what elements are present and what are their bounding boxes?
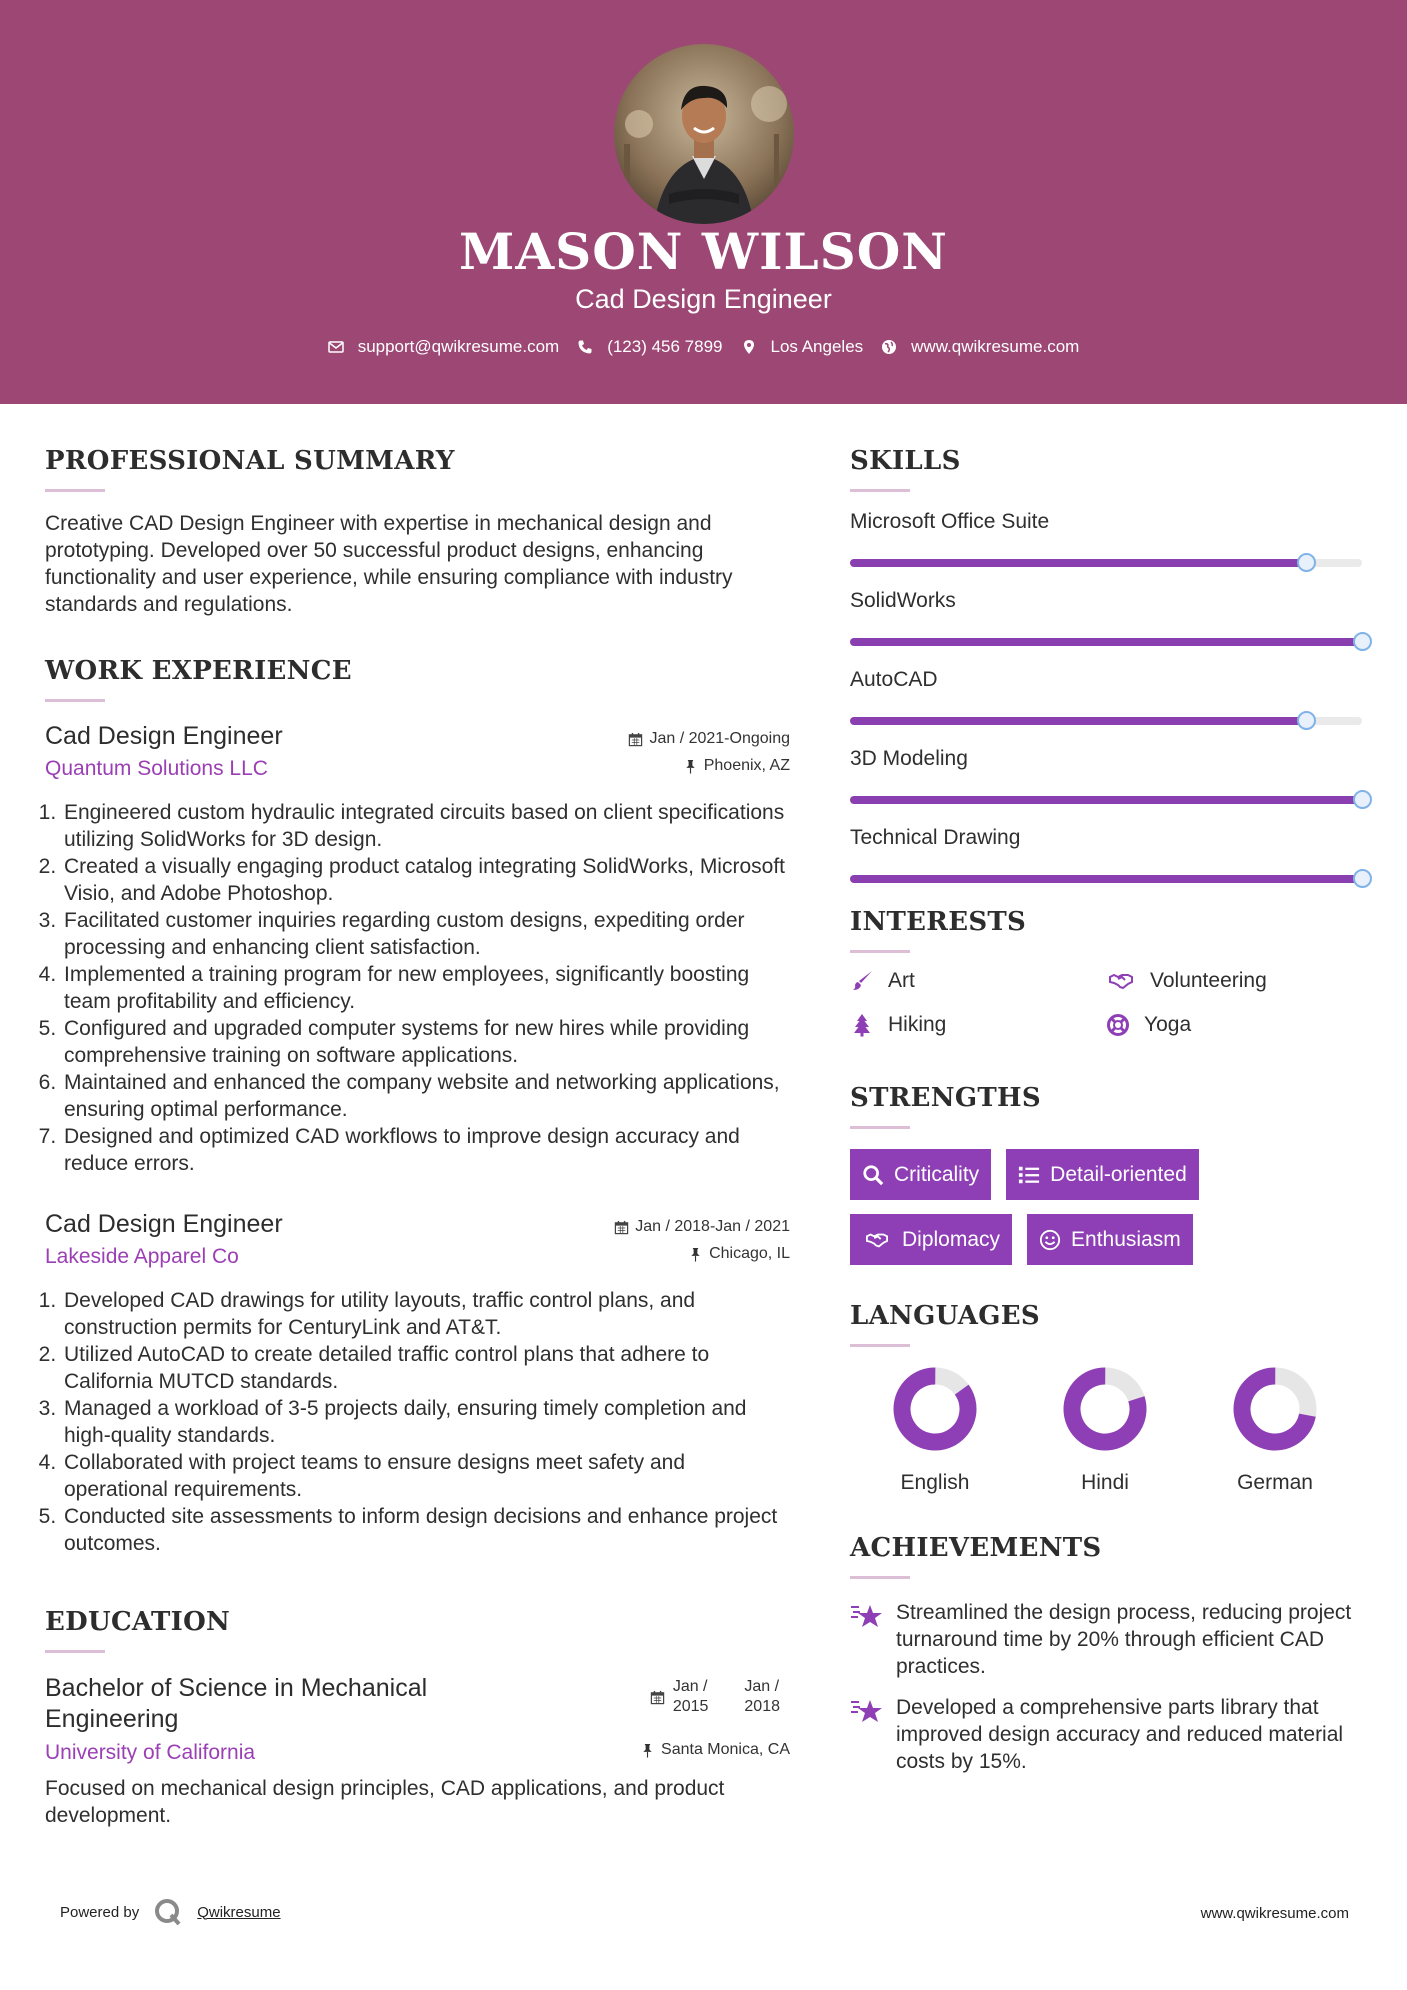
list-item: 2. Utilized AutoCAD to create detailed traffic control plans that adhere to California MUTCD standards. (62, 1341, 790, 1395)
profile-photo (614, 44, 794, 224)
skill-bar (850, 717, 1362, 725)
shooting-star-icon (850, 1696, 884, 1726)
section-title-strengths: STRENGTHS (850, 1083, 1041, 1113)
globe-icon (881, 339, 897, 355)
strength-tag (1027, 1214, 1193, 1265)
skill-bar-knob (1353, 869, 1372, 888)
languages-list (850, 1367, 1365, 1495)
list-icon (1018, 1164, 1040, 1186)
contact-phone[interactable] (577, 337, 722, 357)
interest-item (850, 969, 1106, 993)
strength-tag (1006, 1149, 1199, 1200)
calendar-icon (628, 732, 643, 747)
date-separator (744, 1677, 780, 1717)
skills-list (850, 510, 1365, 883)
lifering-icon (1106, 1013, 1130, 1037)
achievement-item (850, 1694, 1365, 1775)
left-column (45, 446, 790, 1829)
website-text: www.qwikresume.com (911, 337, 1080, 356)
skill-bar (850, 875, 1362, 883)
list-item: 4. Implemented a training program for new employees, significantly boosting team profitability and efficiency. (62, 961, 790, 1015)
envelope-icon (328, 339, 344, 355)
map-pin-icon (741, 339, 757, 355)
section-divider (850, 1576, 910, 1579)
pushpin-icon (683, 759, 698, 774)
job-location (683, 757, 790, 775)
job-duties (45, 1287, 790, 1557)
interest-item (1106, 1013, 1362, 1037)
job-duties (45, 799, 790, 1177)
skill-bar-knob (1297, 711, 1316, 730)
contact-bar (0, 337, 1407, 357)
calendar-icon (614, 1220, 629, 1235)
brand-link[interactable]: Qwikresume (197, 1903, 281, 1921)
list-item: 1. Developed CAD drawings for utility layouts, traffic control plans, and construction permits for CenturyLink and AT&T. (62, 1287, 790, 1341)
strengths-list (850, 1149, 1350, 1265)
section-divider (850, 1126, 910, 1129)
skill-item (850, 510, 1365, 567)
candidate-name: MASON WILSON (459, 222, 948, 281)
company-name: Quantum Solutions LLC (45, 757, 268, 780)
powered-by-label: Powered by (60, 1903, 140, 1921)
degree-line: Engineering (45, 1705, 179, 1733)
tree-icon (850, 1013, 874, 1037)
job-entry (45, 722, 790, 1177)
skill-bar (850, 559, 1362, 567)
skill-bar-fill (850, 717, 1306, 725)
candidate-role: Cad Design Engineer (575, 284, 832, 314)
paintbrush-icon (850, 969, 874, 993)
section-title-skills: SKILLS (850, 446, 961, 476)
section-title-interests: INTERESTS (850, 907, 1027, 937)
language-donut (893, 1367, 977, 1451)
contact-location (741, 337, 864, 357)
degree-line: Bachelor of Science in Mechanical (45, 1674, 428, 1702)
section-divider (850, 1344, 910, 1347)
achievement-text: Streamlined the design process, reducing project turnaround time by 20% through efficient CAD practices. (896, 1601, 1352, 1678)
skill-item (850, 747, 1365, 804)
shooting-star-icon (850, 1601, 884, 1631)
interest-item (1106, 969, 1362, 993)
skill-bar-fill (850, 559, 1306, 567)
language-name: German (1237, 1471, 1313, 1494)
list-item: 2. Created a visually engaging product catalog integrating SolidWorks, Microsoft Visio, and Adobe Photoshop. (62, 853, 790, 907)
calendar-icon (650, 1690, 665, 1705)
contact-email[interactable] (328, 337, 560, 357)
section-title-achievements: ACHIEVEMENTS (850, 1533, 1102, 1563)
company-name: Lakeside Apparel Co (45, 1245, 239, 1268)
job-location-text: Phoenix, AZ (703, 757, 790, 774)
pushpin-icon (688, 1247, 703, 1262)
interest-label: Volunteering (1150, 969, 1267, 992)
skill-bar-knob (1353, 790, 1372, 809)
job-dates (628, 730, 790, 748)
strength-label: Enthusiasm (1071, 1227, 1181, 1251)
interest-label: Yoga (1144, 1013, 1192, 1036)
list-item: 6. Maintained and enhanced the company website and networking applications, ensuring optimal performance. (62, 1069, 790, 1123)
section-divider (45, 1650, 105, 1653)
skill-name: 3D Modeling (850, 747, 968, 770)
section-divider (850, 489, 910, 492)
skill-item (850, 589, 1365, 646)
list-item: 3. Facilitated customer inquiries regarding custom designs, expediting order processing and enhancing client satisfaction. (62, 907, 790, 961)
search-icon (862, 1164, 884, 1186)
qwikresume-logo-icon (153, 1897, 183, 1927)
summary-section (45, 446, 790, 618)
strength-label: Criticality (894, 1162, 980, 1186)
phone-text: (123) 456 7899 (607, 337, 723, 356)
section-title-experience: WORK EXPERIENCE (45, 656, 352, 686)
section-title-summary: PROFESSIONAL SUMMARY (45, 446, 455, 476)
footer-url[interactable]: www.qwikresume.com (1200, 1905, 1349, 1922)
achievements-section (850, 1533, 1365, 1775)
language-name: Hindi (1081, 1471, 1129, 1494)
strength-label: Diplomacy (902, 1227, 1001, 1251)
education-text: Focused on mechanical design principles, CAD applications, and product development. (45, 1777, 725, 1827)
language-donut (1233, 1367, 1317, 1451)
skill-bar-fill (850, 638, 1362, 646)
job-dates (614, 1218, 790, 1236)
section-divider (45, 489, 105, 492)
education-location (640, 1741, 790, 1759)
skill-name: Microsoft Office Suite (850, 510, 1050, 533)
interest-item (850, 1013, 1106, 1037)
school-name: University of California (45, 1741, 256, 1764)
email-text: support@qwikresume.com (357, 337, 560, 356)
list-item: 1. Engineered custom hydraulic integrated circuits based on client specifications utilizing SolidWorks for 3D design. (62, 799, 790, 853)
education-dates (650, 1677, 780, 1717)
education-section (45, 1607, 790, 1829)
achievement-text: Developed a comprehensive parts library that improved design accuracy and reduced material costs by 15%. (896, 1696, 1344, 1773)
achievement-item (850, 1599, 1365, 1680)
degree-title (45, 1673, 427, 1735)
skill-bar (850, 796, 1362, 804)
job-location-text: Chicago, IL (709, 1245, 790, 1262)
handshake-icon (862, 1229, 892, 1251)
job-dates-text: Jan / 2018-Jan / 2021 (635, 1218, 790, 1235)
interest-label: Hiking (888, 1013, 947, 1036)
strength-tag (850, 1214, 1012, 1265)
job-location (688, 1245, 790, 1263)
end-date-part: 2018 (744, 1698, 780, 1715)
interest-label: Art (888, 969, 915, 992)
list-item: 7. Designed and optimized CAD workflows to improve design accuracy and reduce errors. (62, 1123, 790, 1177)
skill-bar (850, 638, 1362, 646)
language-item (850, 1367, 1020, 1495)
skill-bar-knob (1297, 553, 1316, 572)
section-divider (850, 950, 910, 953)
right-column (850, 446, 1365, 1789)
summary-text: Creative CAD Design Engineer with expertise in mechanical design and prototyping. Developed over 50 successful product designs, enhancing functionality and user experience, while ensuring compliance with industry standards and regulations. (45, 512, 733, 616)
start-date-part: 2015 (672, 1698, 709, 1715)
job-title: Cad Design Engineer (45, 1210, 283, 1238)
pushpin-icon (640, 1743, 655, 1758)
job-title: Cad Design Engineer (45, 722, 283, 750)
strength-label: Detail-oriented (1050, 1162, 1187, 1186)
interests-list (850, 969, 1365, 1037)
job-entry (45, 1210, 790, 1557)
experience-section (45, 656, 790, 1557)
smile-icon (1039, 1229, 1061, 1251)
resume-header (0, 0, 1407, 404)
end-date-part: Jan / (744, 1678, 780, 1695)
languages-section (850, 1301, 1365, 1495)
language-name: English (900, 1471, 970, 1494)
section-divider (45, 699, 105, 702)
strength-tag (850, 1149, 991, 1200)
job-dates-text: Jan / 2021-Ongoing (649, 730, 790, 747)
handshake-icon (1106, 969, 1136, 993)
phone-icon (577, 339, 593, 355)
contact-website[interactable] (881, 337, 1079, 357)
skill-name: AutoCAD (850, 668, 938, 691)
start-date (673, 1677, 709, 1717)
skill-item (850, 668, 1365, 725)
skill-item (850, 826, 1365, 883)
skill-bar-fill (850, 796, 1362, 804)
education-location-text: Santa Monica, CA (661, 1741, 790, 1758)
language-donut (1063, 1367, 1147, 1451)
start-date-part: Jan / (672, 1678, 708, 1695)
skill-name: Technical Drawing (850, 826, 1021, 849)
section-title-education: EDUCATION (45, 1607, 231, 1637)
skill-bar-fill (850, 875, 1362, 883)
skill-bar-knob (1353, 632, 1372, 651)
skill-name: SolidWorks (850, 589, 956, 612)
strengths-section (850, 1083, 1365, 1265)
list-item: 5. Configured and upgraded computer systems for new hires while providing comprehensive training on software applications. (62, 1015, 790, 1069)
language-item (1020, 1367, 1190, 1495)
language-item (1190, 1367, 1360, 1495)
location-text: Los Angeles (770, 337, 864, 356)
list-item: 4. Collaborated with project teams to ensure designs meet safety and operational requirements. (62, 1449, 790, 1503)
list-item: 3. Managed a workload of 3-5 projects daily, ensuring timely completion and high-quality standards. (62, 1395, 790, 1449)
skills-section (850, 446, 1365, 883)
section-title-languages: LANGUAGES (850, 1301, 1040, 1331)
footer-powered-by (60, 1897, 281, 1927)
interests-section (850, 907, 1365, 1037)
list-item: 5. Conducted site assessments to inform design decisions and enhance project outcomes. (62, 1503, 790, 1557)
